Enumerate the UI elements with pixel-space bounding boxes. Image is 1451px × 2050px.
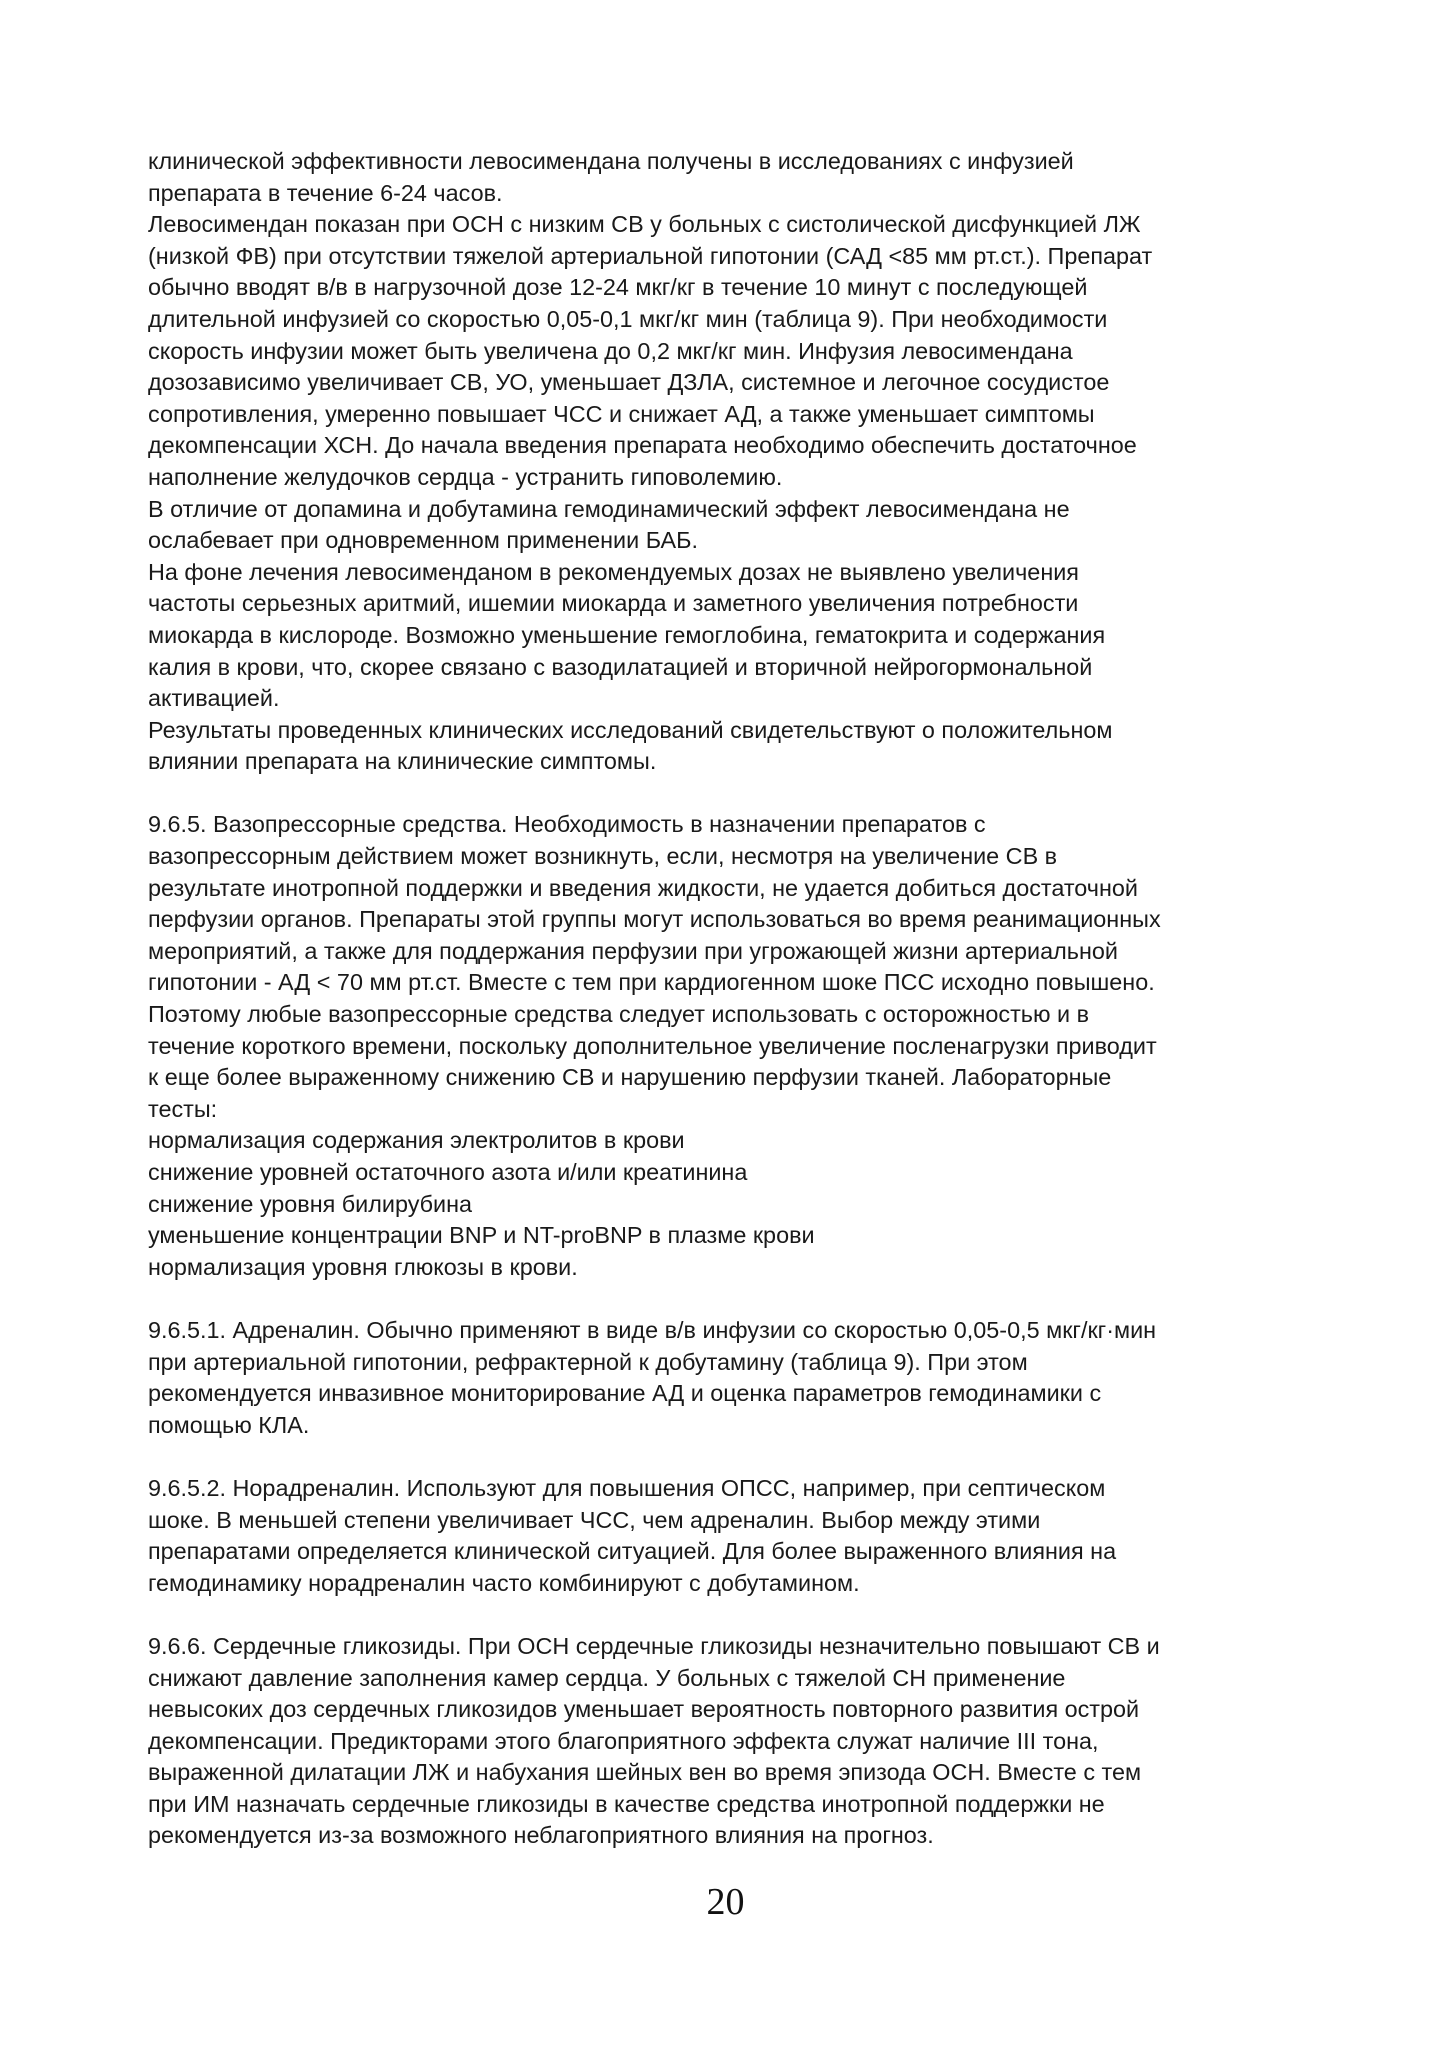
text-line: калия в крови, что, скорее связано с вазодилатацией и вторичной нейрогормональной <box>148 653 1093 680</box>
paragraph-block <box>148 809 1363 1283</box>
text-line: снижение уровня билирубина <box>148 1190 473 1217</box>
text-line: клинической эффективности левосимендана получены в исследованиях с инфузией <box>148 148 1074 174</box>
text-line: (низкой ФВ) при отсутствии тяжелой артериальной гипотонии (САД <85 мм рт.ст.). Препарат <box>148 242 1153 269</box>
text-line: результате инотропной поддержки и введения жидкости, не удается добиться достаточной <box>148 874 1138 901</box>
text-line: выраженной дилатации ЛЖ и набухания шейных вен во время эпизода ОСН. Вместе с тем <box>148 1759 1142 1786</box>
text-line: уменьшение концентрации BNP и NT-proBNP в плазме крови <box>148 1222 815 1249</box>
text-line: ослабевает при одновременном применении БАБ. <box>148 527 698 554</box>
text-line: влиянии препарата на клинические симптомы. <box>148 748 657 775</box>
text-line: обычно вводят в/в в нагрузочной дозе 12-24 мкг/кг в течение 10 минут с последующей <box>148 274 1088 301</box>
text-line: рекомендуется инвазивное мониторирование АД и оценка параметров гемодинамики с <box>148 1380 1102 1407</box>
text-line: мероприятий, а также для поддержания перфузии при угрожающей жизни артериальной <box>148 937 1118 964</box>
text-line: вазопрессорным действием может возникнуть, если, несмотря на увеличение СВ в <box>148 843 1058 870</box>
text-line: дозозависимо увеличивает СВ, УО, уменьшает ДЗЛА, системное и легочное сосудистое <box>148 369 1110 396</box>
text-line: Левосимендан показан при ОСН с низким СВ у больных с систолической дисфункцией ЛЖ <box>148 211 1141 238</box>
text-line: Результаты проведенных клинических исследований свидетельствуют о положительном <box>148 716 1113 743</box>
text-line: Поэтому любые вазопрессорные средства следует использовать с осторожностью и в <box>148 1001 1090 1028</box>
paragraph-gap <box>148 778 1363 810</box>
text-line: В отличие от допамина и добутамина гемодинамический эффект левосимендана не <box>148 495 1070 522</box>
paragraph-block <box>148 1631 1363 1852</box>
text-line: скорость инфузии может быть увеличена до 0,2 мкг/кг мин. Инфузия левосимендана <box>148 337 1073 364</box>
text-line: миокарда в кислороде. Возможно уменьшение гемоглобина, гематокрита и содержания <box>148 621 1106 648</box>
paragraph-block <box>148 1315 1363 1441</box>
text-line: к еще более выраженному снижению СВ и нарушению перфузии тканей. Лабораторные <box>148 1064 1112 1091</box>
text-line: течение короткого времени, поскольку дополнительное увеличение посленагрузки приводит <box>148 1032 1157 1059</box>
text-line: гемодинамику норадреналин часто комбинируют с добутамином. <box>148 1569 860 1596</box>
text-line: рекомендуется из-за возможного неблагоприятного влияния на прогноз. <box>148 1822 934 1849</box>
text-line: нормализация содержания электролитов в крови <box>148 1127 685 1154</box>
text-line: гипотонии - АД < 70 мм рт.ст. Вместе с тем при кардиогенном шоке ПСС исходно повышено. <box>148 969 1155 996</box>
text-line: препаратами определяется клинической ситуацией. Для более выраженного влияния на <box>148 1538 1117 1565</box>
text-line: длительной инфузией со скоростью 0,05-0,1 мкг/кг мин (таблица 9). При необходимости <box>148 305 1108 332</box>
paragraph-gap <box>148 1599 1363 1631</box>
text-line: при ИМ назначать сердечные гликозиды в качестве средства инотропной поддержки не <box>148 1790 1105 1817</box>
text-line: частоты серьезных аритмий, ишемии миокарда и заметного увеличения потребности <box>148 590 1079 617</box>
text-line: 9.6.5.1. Адреналин. Обычно применяют в виде в/в инфузии со скоростью 0,05-0,5 мкг/кг·мин <box>148 1316 1157 1343</box>
paragraph-block <box>148 1473 1363 1599</box>
paragraph-block <box>148 146 1363 778</box>
text-line: 9.6.6. Сердечные гликозиды. При ОСН сердечные гликозиды незначительно повышают СВ и <box>148 1632 1160 1659</box>
text-line: 9.6.5. Вазопрессорные средства. Необходимость в назначении препаратов с <box>148 811 986 838</box>
text-line: невысоких доз сердечных гликозидов уменьшает вероятность повторного развития острой <box>148 1696 1140 1723</box>
text-line: препарата в течение 6-24 часов. <box>148 179 503 206</box>
paragraph-gap <box>148 1441 1363 1473</box>
text-line: при артериальной гипотонии, рефрактерной к добутамину (таблица 9). При этом <box>148 1348 1028 1375</box>
text-line: снижение уровней остаточного азота и/или креатинина <box>148 1159 748 1185</box>
paragraph-gap <box>148 1283 1363 1315</box>
text-line: наполнение желудочков сердца - устранить гиповолемию. <box>148 463 783 490</box>
page-body-text <box>148 146 1363 1852</box>
text-line: нормализация уровня глюкозы в крови. <box>148 1253 578 1280</box>
text-line: помощью КЛА. <box>148 1411 310 1438</box>
text-line: шоке. В меньшей степени увеличивает ЧСС, чем адреналин. Выбор между этими <box>148 1506 1041 1533</box>
text-line: снижают давление заполнения камер сердца. У больных с тяжелой СН применение <box>148 1664 1066 1691</box>
text-line: активацией. <box>148 685 280 712</box>
text-line: декомпенсации ХСН. До начала введения препарата необходимо обеспечить достаточное <box>148 432 1137 459</box>
text-line: тесты: <box>148 1095 218 1122</box>
text-line: декомпенсации. Предикторами этого благоприятного эффекта служат наличие III тона, <box>148 1727 1099 1754</box>
text-line: На фоне лечения левосименданом в рекомендуемых дозах не выявлено увеличения <box>148 558 1079 585</box>
text-line: сопротивления, умеренно повышает ЧСС и снижает АД, а также уменьшает симптомы <box>148 400 1095 427</box>
text-line: перфузии органов. Препараты этой группы могут использоваться во время реанимационных <box>148 906 1161 933</box>
text-line: 9.6.5.2. Норадреналин. Используют для повышения ОПСС, например, при септическом <box>148 1474 1106 1501</box>
page-number: 20 <box>706 1881 745 1923</box>
